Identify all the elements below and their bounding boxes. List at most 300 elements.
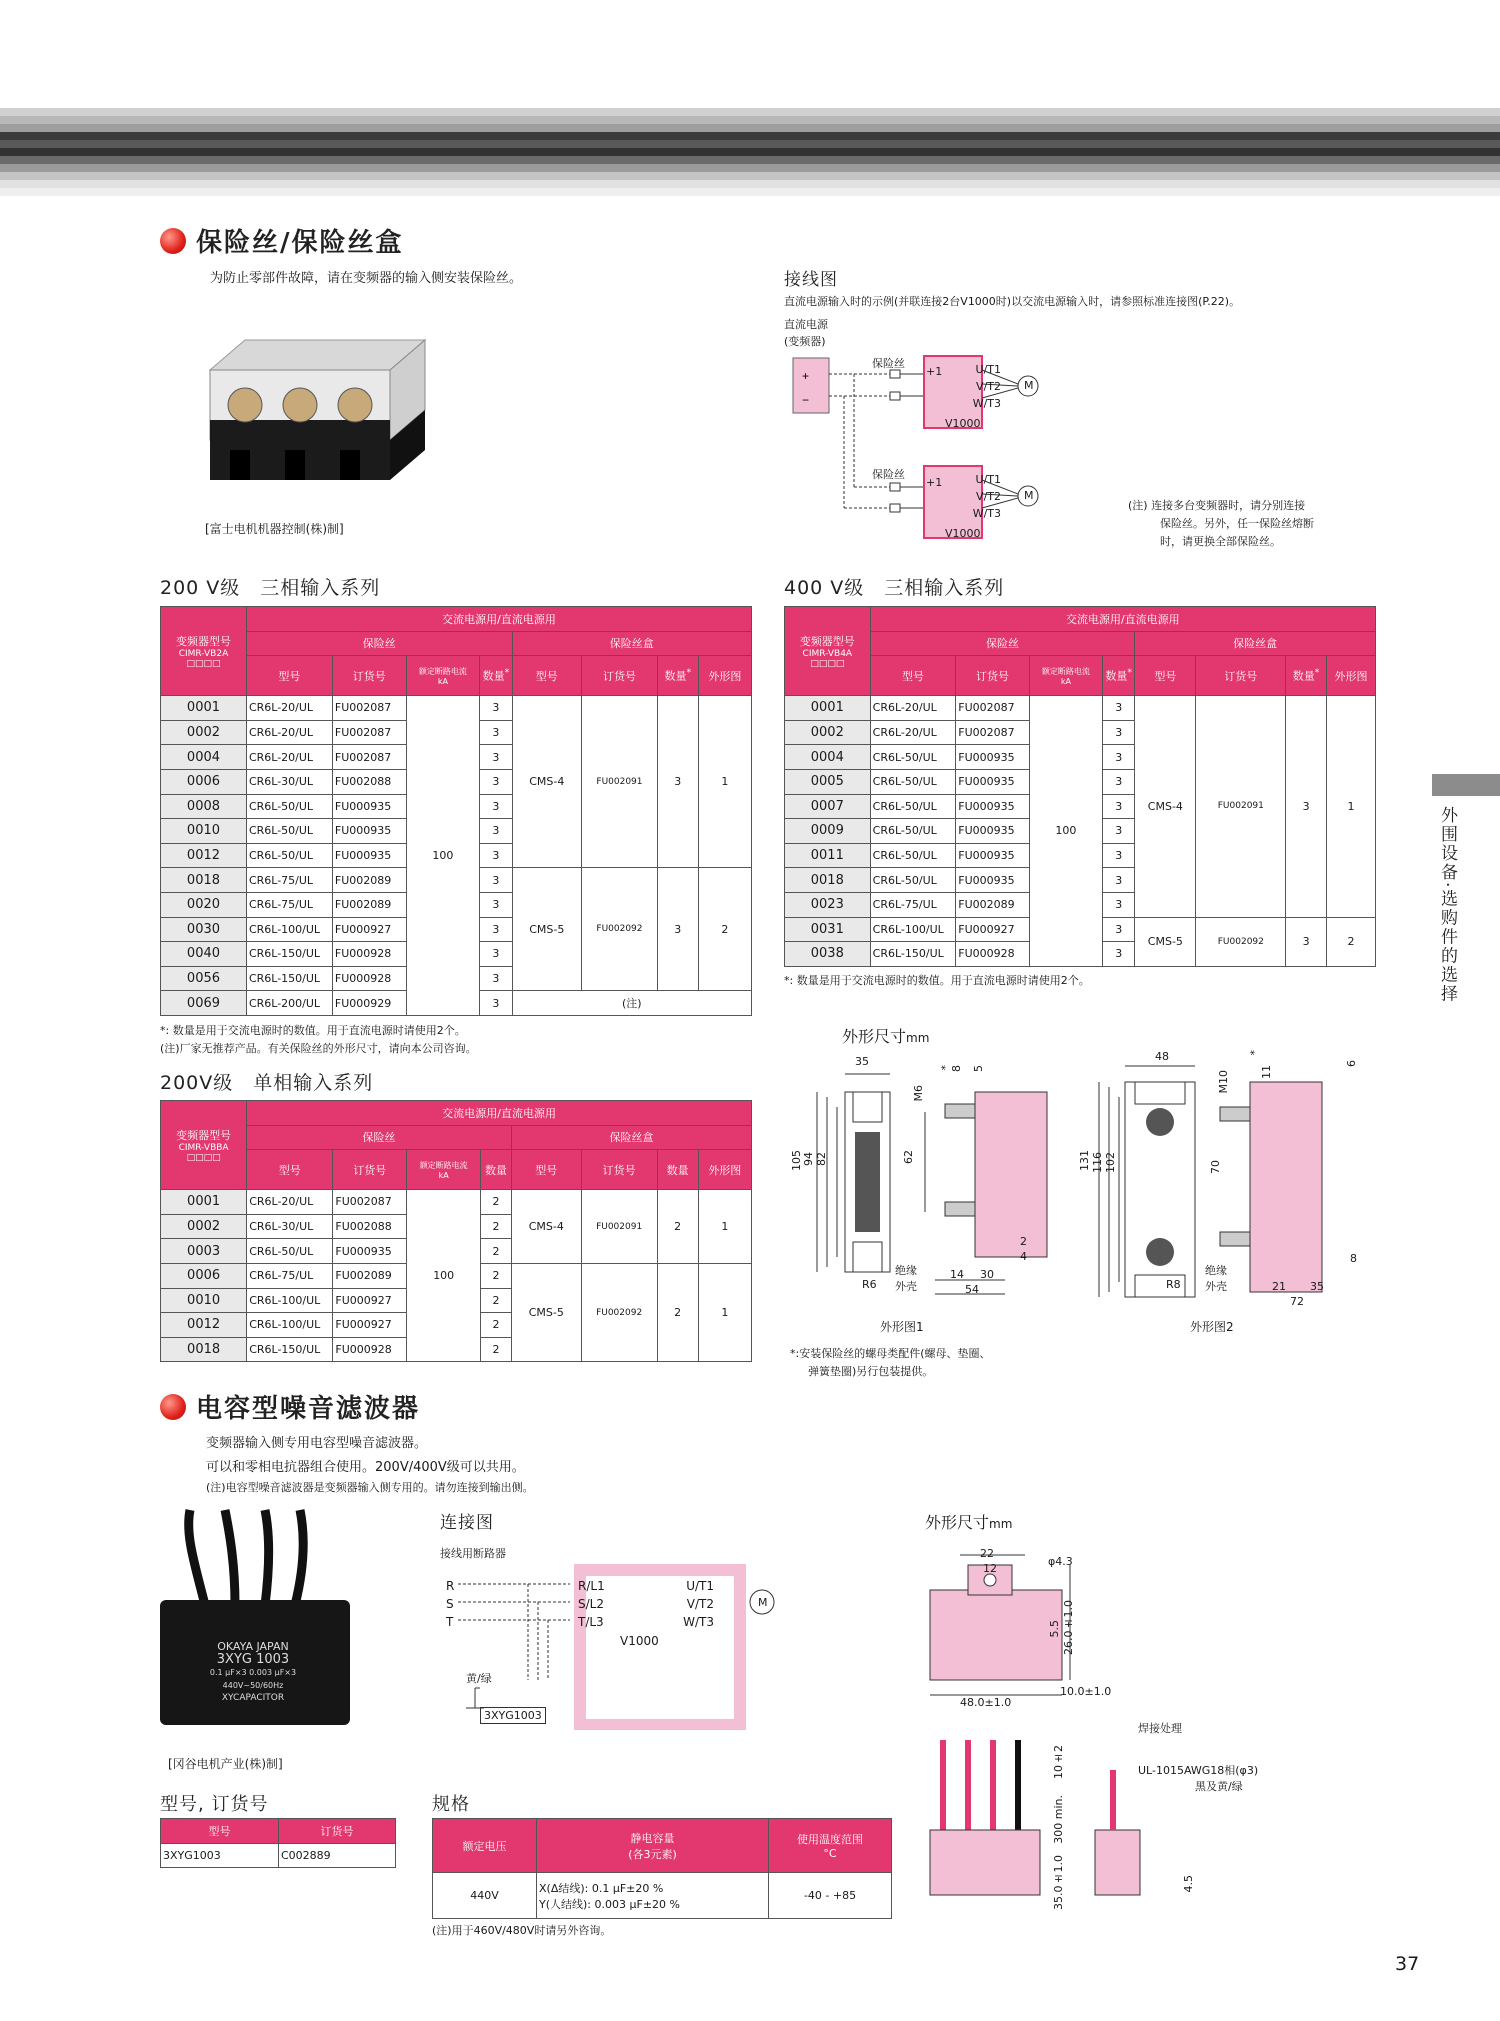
fd-solder: 焊接处理 (1138, 1722, 1182, 1735)
inverter-model-header: 变频器型号 CIMR-VB4A □□□□ (785, 607, 871, 696)
ac-dc-header: 交流电源用/直流电源用 (246, 607, 751, 632)
terminal-u: U/T1 (975, 363, 1001, 376)
table-row (161, 696, 752, 721)
fuse-order-cell: FU000935 (956, 819, 1029, 844)
fd-26: 26.0±1.0 (1062, 1600, 1075, 1655)
fuse-order-cell: FU002087 (332, 720, 406, 745)
box-qty-cell: 3 (657, 696, 698, 868)
ac-dc-header: 交流电源用/直流电源用 (870, 607, 1375, 632)
spec-note: (注)用于460V/480V时请另外咨询。 (432, 1924, 612, 1937)
model-cell: 0002 (785, 720, 871, 745)
fuse-order-cell: FU000935 (332, 794, 406, 819)
fuse-qty-cell: 3 (480, 720, 512, 745)
model-cell: 0012 (161, 1313, 247, 1338)
model-cell: 0010 (161, 1288, 247, 1313)
fd-300: 300 min. (1052, 1795, 1065, 1844)
qty-col: 数量 (481, 1150, 512, 1190)
order-col: 订货号 (956, 656, 1029, 696)
box-qty-col: 数量* (1286, 656, 1327, 696)
model-col: 型号 (870, 656, 956, 696)
box-order-cell: FU002092 (582, 868, 658, 991)
wiring-title: 接线图 (784, 270, 838, 290)
fuse-intro: 为防止零部件故障，请在变频器的输入侧安装保险丝。 (210, 271, 523, 286)
fuse-qty-cell: 3 (480, 966, 512, 991)
fuse-order-cell: FU002089 (333, 1263, 407, 1288)
header-stripes (0, 108, 1500, 200)
fuse-model-cell: CR6L-20/UL (246, 696, 332, 721)
dim-figure-2 (1085, 1052, 1385, 1322)
table-400v-three-phase-title: 400 V级 三相输入系列 (784, 577, 1005, 599)
fuse-qty-cell: 2 (481, 1313, 512, 1338)
dim-fig-col: 外形图 (698, 1150, 751, 1190)
breaking-current-cell: 100 (407, 1190, 481, 1362)
fuse-qty-cell: 3 (480, 868, 512, 893)
model-cell: 0018 (785, 868, 871, 893)
fuse-box-photo (200, 310, 430, 490)
fuse-model-cell: CR6L-100/UL (247, 1313, 333, 1338)
table-400v-three-phase (784, 606, 1376, 967)
spec-temp-header: 使用温度范围 °C (769, 1819, 892, 1873)
fuse-model-cell: CR6L-50/UL (246, 794, 332, 819)
f1-h1: 105 (790, 1150, 803, 1171)
fuse-order-cell: FU000928 (333, 1337, 407, 1362)
inverter-model-header: 变频器型号 CIMR-VBBA □□□□ (161, 1101, 247, 1190)
f1-w2: 30 (980, 1268, 994, 1281)
fuse-qty-cell: 3 (1103, 794, 1135, 819)
conn-inputs: R S T (446, 1579, 455, 1629)
fuse-qty-cell: 3 (1103, 868, 1135, 893)
filter-dim-side (920, 1730, 1160, 1900)
filter-desc-2: 可以和零相电抗器组合使用。200V/400V级可以共用。 (206, 1460, 525, 1475)
dim-fig-cell: 1 (698, 1190, 751, 1264)
fuse-model-cell: CR6L-75/UL (246, 868, 332, 893)
fuse-section-title: 保险丝/保险丝盒 (160, 222, 404, 259)
model-cell: 0006 (161, 769, 247, 794)
fuse-model-cell: CR6L-200/UL (246, 991, 332, 1016)
fuse-model-cell: CR6L-150/UL (247, 1337, 333, 1362)
terminal-v: V/T2 (976, 380, 1001, 393)
box-model-col: 型号 (511, 1150, 581, 1190)
fd-wire2: 黑及黄/绿 (1195, 1780, 1243, 1793)
f1-insulation: 绝缘 (895, 1264, 917, 1277)
order-no-header: 订货号 (279, 1819, 396, 1844)
model-cell: 0009 (785, 819, 871, 844)
model-cell: 0001 (161, 696, 247, 721)
fuse-order-cell: FU002087 (333, 1190, 407, 1215)
box-model-cell: CMS-4 (512, 696, 582, 868)
fuse-qty-cell: 2 (481, 1239, 512, 1264)
fuse-qty-cell: 3 (1103, 917, 1135, 942)
box-model-cell: CMS-5 (512, 868, 582, 991)
f1-w1: 14 (950, 1268, 964, 1281)
model-cell: 0012 (161, 843, 247, 868)
filter-photo-caption: [冈谷电机产业(株)制] (168, 1757, 283, 1771)
model-cell: 0023 (785, 892, 871, 917)
model-cell: 0018 (161, 1337, 247, 1362)
minus-sign: − (802, 393, 810, 407)
f1-h2: 94 (802, 1152, 815, 1166)
model-cell: 0056 (161, 966, 247, 991)
t200-footnote-1: *: 数量是用于交流电源时的数值。用于直流电源时请使用2个。 (160, 1024, 466, 1037)
fuse-order-cell: FU000927 (333, 1288, 407, 1313)
fuse-qty-cell: 3 (1103, 843, 1135, 868)
f2-top: 48 (1155, 1050, 1169, 1063)
order-title: 型号, 订货号 (160, 1794, 269, 1815)
table-200v-three-phase (160, 606, 752, 1016)
model-cell: 0010 (161, 819, 247, 844)
model-cell: 0030 (161, 917, 247, 942)
f1-star: * (939, 1065, 952, 1071)
breaking-col: 额定断路电流 kA (407, 1150, 481, 1190)
model-col: 型号 (246, 656, 332, 696)
bullet-dot-icon (160, 1394, 186, 1420)
model-cell: 0018 (161, 868, 247, 893)
dim-fig-cell: 1 (698, 696, 751, 868)
f2-r8: R8 (1166, 1278, 1181, 1291)
fuse-dims-title: 外形尺寸mm (842, 1027, 930, 1046)
model-cell: 0007 (785, 794, 871, 819)
filter-desc-3: (注)电容型噪音滤波器是变频器输入侧专用的。请勿连接到输出侧。 (206, 1481, 534, 1494)
dims-note: *:安装保险丝的螺母类配件(螺母、垫圈、 弹簧垫圈)另行包装提供。 (790, 1347, 991, 1378)
fuse-model-cell: CR6L-20/UL (246, 745, 332, 770)
box-model-col: 型号 (1135, 656, 1196, 696)
conn-motor: M (758, 1596, 768, 1609)
f2-d3: 8 (1350, 1252, 1357, 1265)
f2-w3: 72 (1290, 1295, 1304, 1308)
fig1-label: 外形图1 (880, 1320, 924, 1334)
f2-star: * (1248, 1050, 1261, 1056)
fuse-order-cell: FU002089 (332, 868, 406, 893)
table-row (785, 696, 1376, 721)
fd-55: 5.5 (1048, 1620, 1061, 1638)
box-note-cell: (注) (512, 991, 751, 1016)
fd-12: 12 (983, 1562, 997, 1575)
fuse-model-cell: CR6L-75/UL (246, 892, 332, 917)
box-qty-cell: 2 (657, 1190, 698, 1264)
fuse-order-cell: FU000935 (956, 868, 1029, 893)
fuse-model-cell: CR6L-50/UL (246, 819, 332, 844)
dim-fig-cell: 2 (698, 868, 751, 991)
conn-breaker: 接线用断路器 (440, 1547, 506, 1560)
fuse-qty-cell: 3 (1103, 942, 1135, 967)
model-cell: 0003 (161, 1239, 247, 1264)
fuse-model-cell: CR6L-75/UL (870, 892, 956, 917)
conn-title: 连接图 (440, 1513, 494, 1533)
fuse-model-cell: CR6L-20/UL (246, 720, 332, 745)
fuse-qty-cell: 3 (1103, 720, 1135, 745)
box-model-col: 型号 (512, 656, 582, 696)
fig2-label: 外形图2 (1190, 1320, 1234, 1334)
fuse-qty-cell: 2 (481, 1288, 512, 1313)
wiring-desc: 直流电源输入时的示例(并联连接2台V1000时)以交流电源输入时，请参照标准连接图(P.22)。 (784, 295, 1241, 308)
page-number: 37 (1395, 1953, 1420, 1975)
fd-45: 4.5 (1182, 1875, 1195, 1893)
model-cell: 0001 (161, 1190, 247, 1215)
fuse-header: 保险丝 (247, 1125, 512, 1150)
fuse-model-cell: CR6L-150/UL (246, 942, 332, 967)
fuse-model-cell: CR6L-150/UL (870, 942, 956, 967)
f2-h2: 116 (1091, 1152, 1104, 1173)
model-cell: 0001 (785, 696, 871, 721)
f2-w1: 21 (1272, 1280, 1286, 1293)
inverter-terminals-1 (963, 361, 1001, 412)
fuse-order-cell: FU002087 (332, 696, 406, 721)
fuse-qty-cell: 2 (481, 1263, 512, 1288)
fuse-qty-cell: 2 (481, 1337, 512, 1362)
plus-terminal-2: +1 (926, 476, 943, 489)
fuse-order-cell: FU000935 (956, 745, 1029, 770)
fuse-qty-cell: 3 (480, 745, 512, 770)
fuse-model-cell: CR6L-30/UL (246, 769, 332, 794)
plus-sign: + (802, 369, 810, 383)
motor-label-1: M (1024, 379, 1034, 392)
fuse-model-cell: CR6L-150/UL (246, 966, 332, 991)
box-order-cell: FU002091 (1196, 696, 1286, 917)
fuse-model-cell: CR6L-20/UL (247, 1190, 333, 1215)
fuse-model-cell: CR6L-20/UL (870, 696, 956, 721)
model-cell: 0011 (785, 843, 871, 868)
ac-dc-header: 交流电源用/直流电源用 (247, 1101, 752, 1126)
fuse-qty-cell: 2 (481, 1190, 512, 1215)
f1-m: M6 (912, 1085, 925, 1102)
f2-d2: 6 (1345, 1060, 1358, 1067)
filter-dim-top (920, 1545, 1120, 1705)
wiring-diagram (784, 350, 1084, 550)
breaking-current-cell: 100 (406, 696, 480, 1016)
qty-col: 数量* (480, 656, 512, 696)
box-qty-cell: 3 (1286, 917, 1327, 966)
fuse-order-cell: FU000935 (956, 794, 1029, 819)
fuse-order-cell: FU002089 (332, 892, 406, 917)
fd-hole: φ4.3 (1048, 1555, 1073, 1568)
f1-d3: 2 (1020, 1235, 1027, 1248)
table-200v-single-phase-title: 200V级 单相输入系列 (160, 1072, 374, 1094)
f2-h1: 131 (1078, 1150, 1091, 1171)
filter-photo-text: OKAYA JAPAN 3XYG 1003 0.1 μF×3 0.003 μF×3 440V~50/60Hz XYCAPACITOR (209, 1640, 297, 1703)
conn-inv-out: U/T1 V/T2 W/T3 (683, 1579, 714, 1629)
fuse-model-cell: CR6L-50/UL (870, 794, 956, 819)
fuse-order-cell: FU000927 (332, 917, 406, 942)
fuse-box-header: 保险丝盒 (512, 631, 751, 656)
model-cell: 0006 (161, 1263, 247, 1288)
fuse-qty-cell: 3 (1103, 769, 1135, 794)
fuse-qty-cell: 3 (480, 843, 512, 868)
table-row (161, 1190, 752, 1215)
bullet-dot-icon (160, 228, 186, 254)
fuse-order-cell: FU000928 (332, 942, 406, 967)
spec-cap-value: X(Δ结线): 0.1 μF±20 % Y(人结线): 0.003 μF±20 % (537, 1873, 769, 1919)
inverter-terminals-2 (963, 471, 1001, 522)
fd-10b: 10±2 (1052, 1745, 1065, 1779)
box-order-cell: FU002091 (581, 1190, 657, 1264)
order-model-header: 型号 (161, 1819, 279, 1844)
fuse-model-cell: CR6L-30/UL (247, 1214, 333, 1239)
fuse-model-cell: CR6L-100/UL (870, 917, 956, 942)
model-cell: 0008 (161, 794, 247, 819)
terminal-w: W/T3 (972, 397, 1001, 410)
fuse-model-cell: CR6L-50/UL (870, 819, 956, 844)
dim-fig-col: 外形图 (698, 656, 751, 696)
box-order-cell: FU002092 (581, 1263, 657, 1361)
box-model-cell: CMS-4 (1135, 696, 1196, 917)
order-no-value: C002889 (279, 1843, 396, 1868)
box-qty-cell: 3 (1286, 696, 1327, 917)
fuse-qty-cell: 3 (480, 991, 512, 1016)
sidebar-tab (1432, 774, 1500, 796)
filter-dims-title: 外形尺寸mm (925, 1513, 1013, 1532)
spec-voltage-header: 额定电压 (433, 1819, 537, 1873)
fd-wire: UL-1015AWG18相(φ3) (1138, 1764, 1259, 1777)
fuse-order-cell: FU000935 (956, 843, 1029, 868)
fuse-header: 保险丝 (246, 631, 512, 656)
fuse-model-cell: CR6L-50/UL (870, 745, 956, 770)
conn-device: 3XYG1003 (480, 1707, 546, 1724)
inverter-model-header: 变频器型号 CIMR-VB2A □□□□ (161, 607, 247, 696)
f1-d4: 4 (1020, 1250, 1027, 1263)
f2-h4: 70 (1209, 1160, 1222, 1174)
sidebar-label: 外围设备·选购件的选择 (1437, 806, 1457, 1004)
dim-fig-cell: 1 (698, 1263, 751, 1361)
conn-diagram (440, 1560, 780, 1730)
t200-footnote-2: (注)厂家无推荐产品。有关保险丝的外形尺寸，请向本公司咨询。 (160, 1042, 477, 1055)
box-qty-col: 数量* (657, 656, 698, 696)
f1-d1: 8 (950, 1065, 963, 1072)
model-cell: 0004 (785, 745, 871, 770)
motor-label-2: M (1024, 489, 1034, 502)
fuse-order-cell: FU002089 (956, 892, 1029, 917)
fuse-box-header: 保险丝盒 (511, 1125, 751, 1150)
breaking-current-cell: 100 (1029, 696, 1102, 967)
fuse-qty-cell: 3 (480, 794, 512, 819)
fuse-order-cell: FU002087 (332, 745, 406, 770)
f1-r6: R6 (862, 1278, 877, 1291)
fuse-order-cell: FU002087 (956, 720, 1029, 745)
wiring-note: (注) 连接多台变频器时，请分别连接 保险丝。另外，任一保险丝熔断 时，请更换全部保险丝。 (1128, 499, 1314, 548)
fuse-qty-cell: 3 (480, 696, 512, 721)
box-order-cell: FU002091 (582, 696, 658, 868)
model-cell: 0002 (161, 720, 247, 745)
fuse-order-cell: FU000935 (956, 769, 1029, 794)
fuse-order-cell: FU000935 (332, 843, 406, 868)
breaking-col: 额定断路电流 kA (406, 656, 480, 696)
fuse-model-cell: CR6L-100/UL (246, 917, 332, 942)
model-cell: 0004 (161, 745, 247, 770)
f1-h3: 82 (815, 1152, 828, 1166)
model-cell: 0002 (161, 1214, 247, 1239)
fuse-order-cell: FU000929 (332, 991, 406, 1016)
fuse-qty-cell: 3 (480, 917, 512, 942)
breaking-col: 额定断路电流 kA (1029, 656, 1102, 696)
f1-w3: 54 (965, 1283, 979, 1296)
order-model-value: 3XYG1003 (161, 1843, 279, 1868)
dim-fig-col: 外形图 (1326, 656, 1375, 696)
box-qty-cell: 3 (657, 868, 698, 991)
model-col: 型号 (247, 1150, 333, 1190)
model-cell: 0038 (785, 942, 871, 967)
order-col: 订货号 (332, 656, 406, 696)
fuse-order-cell: FU002088 (333, 1214, 407, 1239)
fuse-order-cell: FU002087 (956, 696, 1029, 721)
f2-m: M10 (1217, 1070, 1230, 1094)
f1-cover: 外壳 (895, 1280, 917, 1293)
box-order-col: 订货号 (582, 656, 658, 696)
fuse-qty-cell: 3 (480, 769, 512, 794)
fuse-order-cell: FU002088 (332, 769, 406, 794)
conn-ground: 黄/绿 (466, 1672, 492, 1685)
fuse-model-cell: CR6L-75/UL (247, 1263, 333, 1288)
fuse-qty-cell: 3 (1103, 745, 1135, 770)
fuse-model-cell: CR6L-50/UL (247, 1239, 333, 1264)
fd-22: 22 (980, 1547, 994, 1560)
fuse-order-cell: FU000928 (956, 942, 1029, 967)
fuse-order-cell: FU000927 (333, 1313, 407, 1338)
dim-figure-1 (795, 1052, 1095, 1322)
inverter-label-1: V1000 (945, 417, 981, 430)
f1-top: 35 (855, 1055, 869, 1068)
f2-d1: 11 (1260, 1065, 1273, 1079)
terminal-w: W/T3 (972, 507, 1001, 520)
fuse-model-cell: CR6L-100/UL (247, 1288, 333, 1313)
fuse-qty-cell: 3 (1103, 819, 1135, 844)
f2-h3: 102 (1104, 1152, 1117, 1173)
fuse-order-cell: FU000935 (332, 819, 406, 844)
spec-table (432, 1818, 892, 1919)
filter-desc-1: 变频器输入侧专用电容型噪音滤波器。 (206, 1436, 428, 1451)
conn-inverter: V1000 (620, 1634, 659, 1648)
box-model-cell: CMS-5 (1135, 917, 1196, 966)
dim-fig-cell: 1 (1326, 696, 1375, 917)
dim-fig-cell: 2 (1326, 917, 1375, 966)
inverter-label-2: V1000 (945, 527, 981, 540)
box-order-col: 订货号 (1196, 656, 1286, 696)
terminal-u: U/T1 (975, 473, 1001, 486)
fuse-qty-cell: 3 (1103, 892, 1135, 917)
spec-title: 规格 (432, 1794, 470, 1815)
box-order-col: 订货号 (581, 1150, 657, 1190)
spec-cap-header: 静电容量 (各3元素) (537, 1819, 769, 1873)
dc-source-sub: (变频器) (784, 335, 826, 348)
fuse-model-cell: CR6L-50/UL (246, 843, 332, 868)
f1-h4: 62 (902, 1150, 915, 1164)
fuse-order-cell: FU000928 (332, 966, 406, 991)
fuse-qty-cell: 2 (481, 1214, 512, 1239)
fuse-model-cell: CR6L-50/UL (870, 843, 956, 868)
box-model-cell: CMS-4 (511, 1190, 581, 1264)
conn-inv-in: R/L1 S/L2 T/L3 (578, 1579, 605, 1629)
fd-10: 10.0±1.0 (1060, 1685, 1112, 1698)
f2-insulation: 绝缘 (1205, 1264, 1227, 1277)
fuse-qty-cell: 3 (480, 819, 512, 844)
fuse-model-cell: CR6L-50/UL (870, 868, 956, 893)
order-table (160, 1818, 396, 1868)
fuse-header: 保险丝 (870, 631, 1135, 656)
table-200v-single-phase (160, 1100, 752, 1362)
fd-48: 48.0±1.0 (960, 1696, 1012, 1709)
plus-terminal-1: +1 (926, 365, 943, 378)
fuse-model-cell: CR6L-20/UL (870, 720, 956, 745)
box-qty-col: 数量 (657, 1150, 698, 1190)
model-cell: 0069 (161, 991, 247, 1016)
box-model-cell: CMS-5 (511, 1263, 581, 1361)
f2-cover: 外壳 (1205, 1280, 1227, 1293)
order-col: 订货号 (333, 1150, 407, 1190)
terminal-v: V/T2 (976, 490, 1001, 503)
fd-35: 35.0±1.0 (1052, 1855, 1065, 1910)
table-200v-three-phase-title: 200 V级 三相输入系列 (160, 577, 381, 599)
fuse-order-cell: FU000935 (333, 1239, 407, 1264)
f2-w2: 35 (1310, 1280, 1324, 1293)
box-order-cell: FU002092 (1196, 917, 1286, 966)
